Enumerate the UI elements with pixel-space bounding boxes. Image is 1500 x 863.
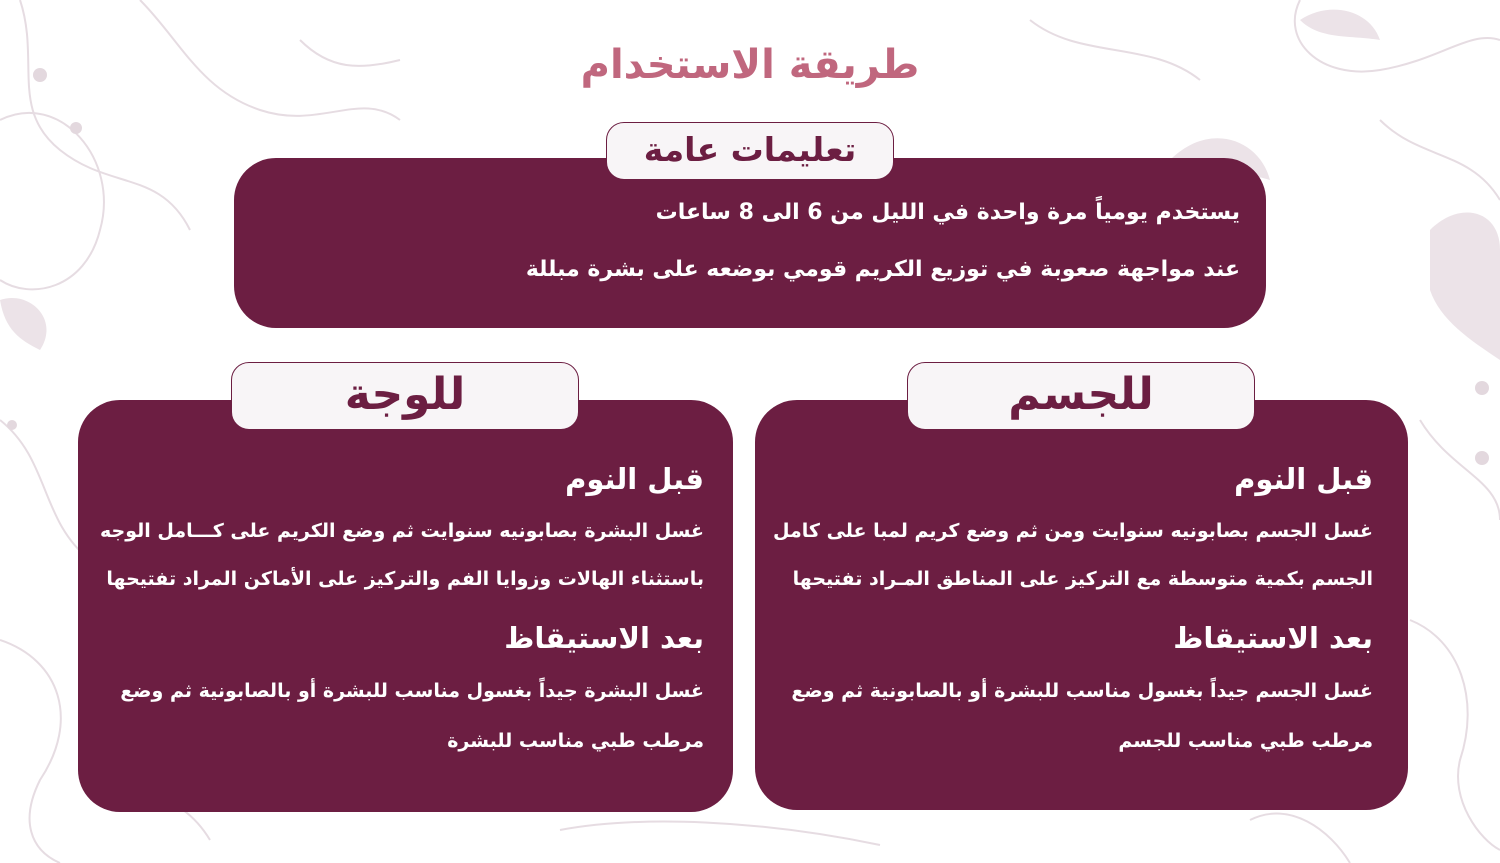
face-after-wake-line: غسل البشرة جيداً بغسول مناسب للبشرة أو بالصابونية ثم وضع: [120, 680, 704, 702]
face-card-label: للوجة: [231, 362, 579, 430]
body-card-label: للجسم: [907, 362, 1255, 430]
general-instructions-panel: [234, 158, 1266, 328]
body-before-sleep-heading: قبل النوم: [1234, 462, 1373, 496]
general-instructions-label: تعليمات عامة: [606, 122, 894, 180]
face-before-sleep-line: باستثناء الهالات وزوايا الفم والتركيز على الأماكن المراد تفتيحها: [106, 568, 704, 590]
face-before-sleep-line: غسل البشرة بصابونيه سنوايت ثم وضع الكريم على كـــامل الوجه: [100, 520, 704, 542]
body-before-sleep-line: الجسم بكمية متوسطة مع التركيز على المناطق المـراد تفتيحها: [792, 568, 1373, 590]
body-before-sleep-line: غسل الجسم بصابونيه سنوايت ومن ثم وضع كريم لمبا على كامل: [773, 520, 1373, 542]
body-after-wake-line: غسل الجسم جيداً بغسول مناسب للبشرة أو بالصابونية ثم وضع: [791, 680, 1373, 702]
page-title: طريقة الاستخدام: [580, 42, 920, 88]
face-after-wake-line: مرطب طبي مناسب للبشرة: [447, 730, 704, 752]
face-before-sleep-heading: قبل النوم: [565, 462, 704, 496]
face-after-wake-heading: بعد الاستيقاظ: [504, 621, 704, 655]
body-after-wake-line: مرطب طبي مناسب للجسم: [1118, 730, 1373, 752]
general-instruction-line: يستخدم يومياً مرة واحدة في الليل من 6 الى 8 ساعات: [655, 200, 1240, 225]
general-instruction-line: عند مواجهة صعوبة في توزيع الكريم قومي بوضعه على بشرة مبللة: [525, 257, 1240, 282]
body-after-wake-heading: بعد الاستيقاظ: [1173, 621, 1373, 655]
